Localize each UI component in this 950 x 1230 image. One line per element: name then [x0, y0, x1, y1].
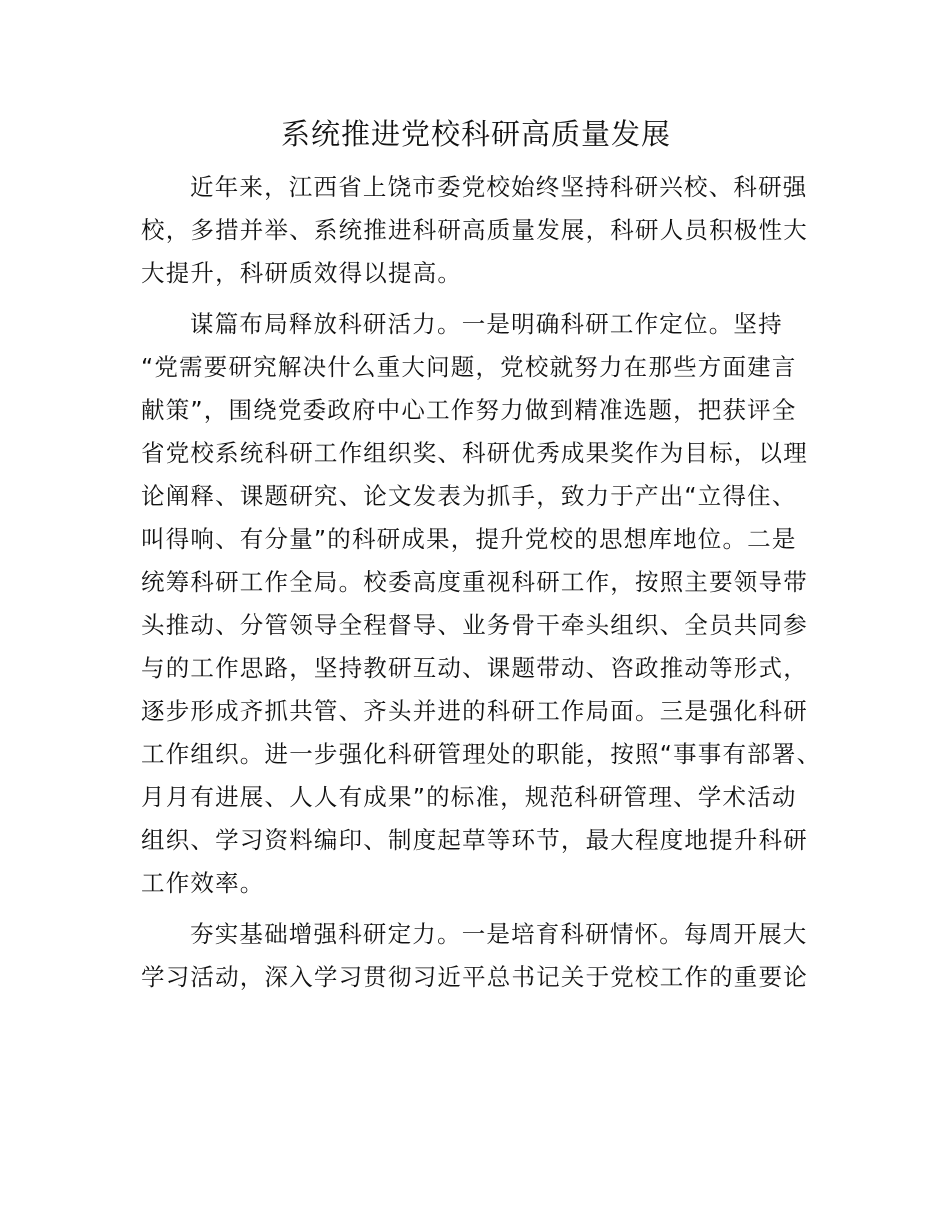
text-line: 献策”，围绕党委政府中心工作努力做到精准选题，把获评全	[141, 396, 797, 424]
paragraph-gap	[141, 905, 813, 913]
text-line: 工作组织。进一步强化科研管理处的职能，按照“事事有部署、	[141, 740, 822, 768]
text-line: 工作效率。	[141, 869, 265, 897]
document-title: 系统推进党校科研高质量发展	[280, 117, 671, 151]
text-line: 论阐释、课题研究、论文发表为抓手，致力于产出“立得住、	[141, 482, 797, 510]
text-line: 谋篇布局释放科研活力。一是明确科研工作定位。坚持	[190, 310, 783, 338]
text-line: 大提升，科研质效得以提高。	[141, 259, 463, 287]
paragraph-gap	[141, 295, 813, 303]
text-line: 月月有进展、人人有成果”的标准，规范科研管理、学术活动	[141, 783, 797, 811]
text-line: 头推动、分管领导全程督导、业务骨干牵头组织、全员共同参	[141, 611, 808, 639]
document-body	[141, 166, 822, 999]
text-line: 学习活动，深入学习贯彻习近平总书记关于党校工作的重要论	[141, 963, 808, 991]
text-line: 校，多措并举、系统推进科研高质量发展，科研人员积极性大	[141, 216, 808, 244]
paragraph-foundation	[141, 913, 813, 999]
paragraph-intro	[141, 166, 813, 295]
text-line: “党需要研究解决什么重大问题，党校就努力在那些方面建言	[141, 353, 797, 381]
text-line: 逐步形成齐抓共管、齐头并进的科研工作局面。三是强化科研	[141, 697, 808, 725]
text-line: 统筹科研工作全局。校委高度重视科研工作，按照主要领导带	[141, 568, 808, 596]
text-line: 夯实基础增强科研定力。一是培育科研情怀。每周开展大	[190, 920, 808, 948]
paragraph-planning	[141, 303, 822, 905]
text-line: 叫得响、有分量”的科研成果，提升党校的思想库地位。二是	[141, 525, 797, 553]
text-line: 与的工作思路，坚持教研互动、课题带动、咨政推动等形式，	[141, 654, 808, 682]
text-line: 省党校系统科研工作组织奖、科研优秀成果奖作为目标，以理	[141, 439, 808, 467]
text-line: 近年来，江西省上饶市委党校始终坚持科研兴校、科研强	[190, 173, 808, 201]
text-line: 组织、学习资料编印、制度起草等环节，最大程度地提升科研	[141, 826, 808, 854]
